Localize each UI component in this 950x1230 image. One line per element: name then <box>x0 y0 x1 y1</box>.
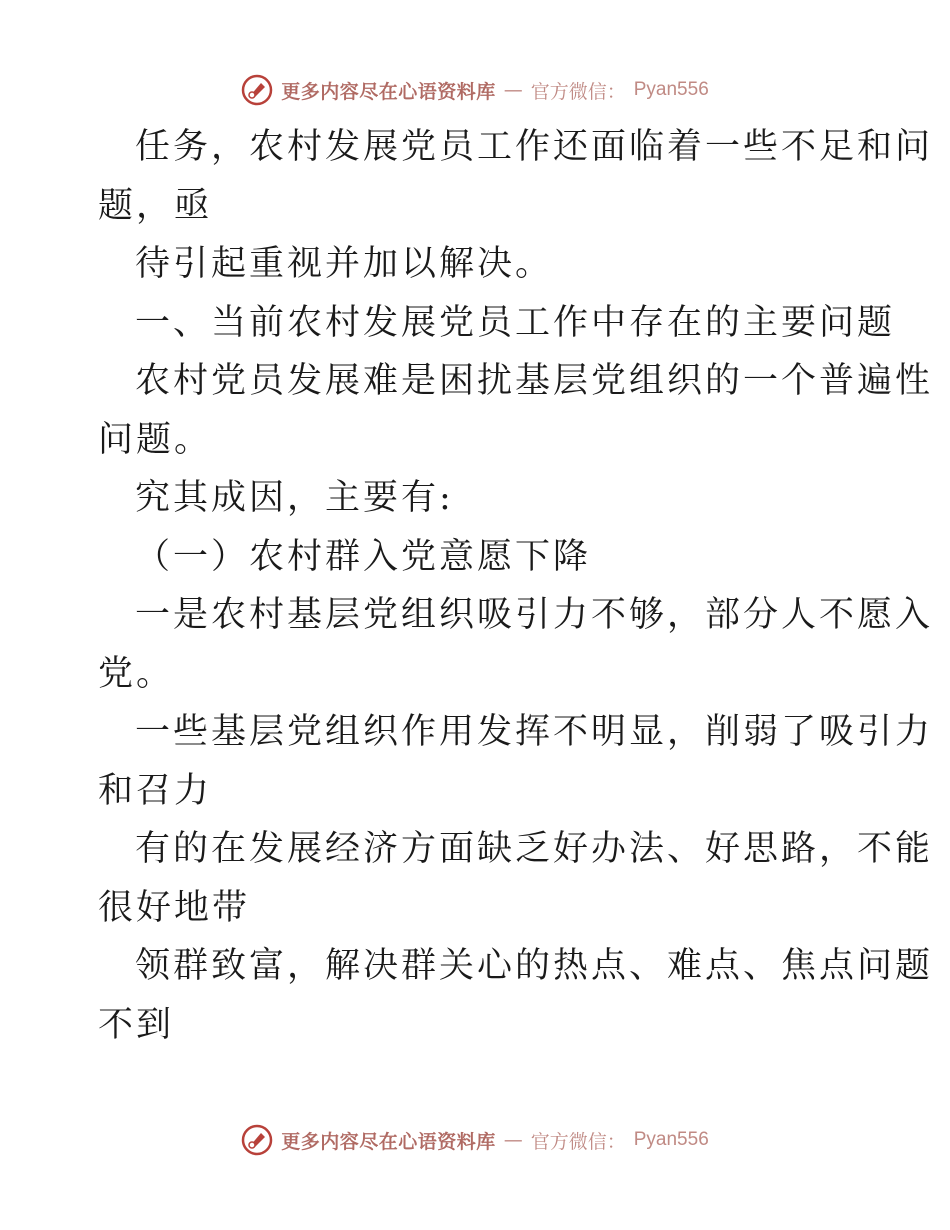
body-line: 农村党员发展难是困扰基层党组织的一个普遍性 <box>135 361 934 401</box>
body-line: 有的在发展经济方面缺乏好办法、好思路，不能 <box>135 829 934 869</box>
body-line: 待引起重视并加以解决。 <box>135 244 554 284</box>
body-line: 究其成因，主要有: <box>135 478 454 518</box>
body-line: 一些基层党组织作用发挥不明显，削弱了吸引力 <box>135 712 934 752</box>
body-line: 问题。 <box>98 419 213 460</box>
separator: — <box>503 79 523 101</box>
wechat-account: Pyan556 <box>633 79 709 100</box>
footer-watermark <box>0 1120 950 1160</box>
body-line: 不到 <box>98 1004 175 1045</box>
section-heading: 一、当前农村发展党员工作中存在的主要问题 <box>135 302 896 343</box>
body-line: 一是农村基层党组织吸引力不够，部分人不愿入 <box>135 595 934 635</box>
seal-logo-icon <box>241 74 273 106</box>
brand-text: 更多内容尽在心语资料库 <box>281 80 496 103</box>
body-line: 题，亟 <box>98 185 213 226</box>
body-line: 党。 <box>98 653 175 694</box>
body-line: 任务，农村发展党员工作还面临着一些不足和问 <box>135 127 934 167</box>
wechat-label: 官方微信： <box>530 80 626 103</box>
wechat-account: Pyan556 <box>633 1129 709 1150</box>
header-watermark <box>0 70 950 110</box>
wechat-label: 官方微信： <box>530 1130 626 1153</box>
seal-logo-icon <box>241 1124 273 1156</box>
body-line: 很好地带 <box>98 887 251 928</box>
brand-text: 更多内容尽在心语资料库 <box>281 1130 496 1153</box>
body-line: 和召力 <box>98 770 213 811</box>
document-body <box>98 118 934 1054</box>
subsection-heading: （一）农村群入党意愿下降 <box>135 536 592 577</box>
body-line: 领群致富，解决群关心的热点、难点、焦点问题 <box>135 946 934 986</box>
separator: — <box>503 1129 523 1151</box>
